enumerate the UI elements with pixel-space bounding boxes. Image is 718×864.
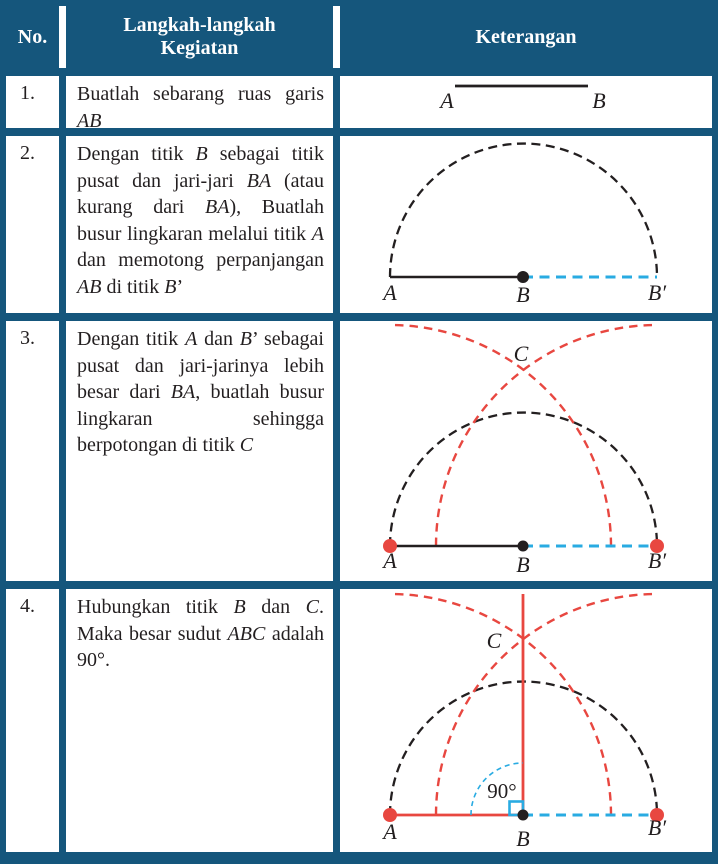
row-1-number: 1. [6, 76, 66, 128]
table-row-4 [6, 589, 712, 852]
point-label-a: A [440, 88, 454, 113]
row-1-diagram [340, 76, 712, 128]
point-b-dot [518, 541, 529, 552]
point-label-b: B [516, 552, 530, 577]
row-1-step-text: Buatlah sebarang ruas garis AB [66, 76, 340, 128]
row-3-diagram [340, 321, 712, 581]
point-label-a: A [383, 548, 397, 573]
point-label-b-prime: B′ [647, 548, 667, 573]
table-row-1 [6, 76, 712, 136]
row-4-number: 4. [6, 589, 66, 852]
semicircle-arc [390, 144, 657, 277]
diagram-intersecting-arcs [340, 321, 712, 581]
point-label-b: B [592, 88, 606, 113]
point-label-b: B [516, 826, 530, 851]
row-2-step-text: Dengan titik B sebagai titik pusat dan jari-jari BA (atau kurang dari BA), Buatlah busur lingkaran melalui titik A dan memotong perpanjangan AB di titik B’ [66, 136, 340, 313]
header-steps-label: Langkah-langkah Kegiatan [123, 14, 276, 59]
point-label-c: C [486, 628, 502, 653]
header-keterangan-label: Keterangan [475, 25, 577, 48]
header-no [6, 6, 66, 68]
angle-value-label: 90° [487, 779, 517, 803]
point-label-a: A [383, 819, 397, 844]
row-2-number: 2. [6, 136, 66, 313]
row-3-number: 3. [6, 321, 66, 581]
table-row-2 [6, 136, 712, 321]
point-label-b: B [516, 282, 530, 307]
header-steps [66, 6, 340, 68]
header-keterangan [340, 6, 712, 68]
row-3-step-text: Dengan titik A dan B’ sebagai pusat dan jari-jarinya lebih besar dari BA, buatlah busur lingkaran sehingga berpotongan di titik C [66, 321, 340, 581]
diagram-right-angle [340, 589, 712, 852]
table-header-row [6, 6, 712, 76]
point-label-b-prime: B′ [647, 815, 667, 840]
table-row-3 [6, 321, 712, 589]
row-4-step-text: Hubungkan titik B dan C. Maka besar sudut ABC adalah 90°. [66, 589, 340, 852]
red-arc-center-b-prime [436, 325, 657, 546]
point-label-c: C [513, 341, 529, 366]
row-2-diagram [340, 136, 712, 313]
red-arc-center-a [390, 325, 611, 546]
header-no-label: No. [17, 25, 48, 48]
diagram-semicircle [340, 136, 712, 313]
point-label-b-prime: B′ [647, 280, 667, 305]
point-b-dot [518, 810, 529, 821]
diagram-segment-ab [340, 76, 712, 128]
semicircle-arc [390, 413, 657, 546]
point-label-a: A [383, 280, 397, 305]
row-4-diagram [340, 589, 712, 852]
red-arc-center-b-prime [436, 594, 657, 815]
